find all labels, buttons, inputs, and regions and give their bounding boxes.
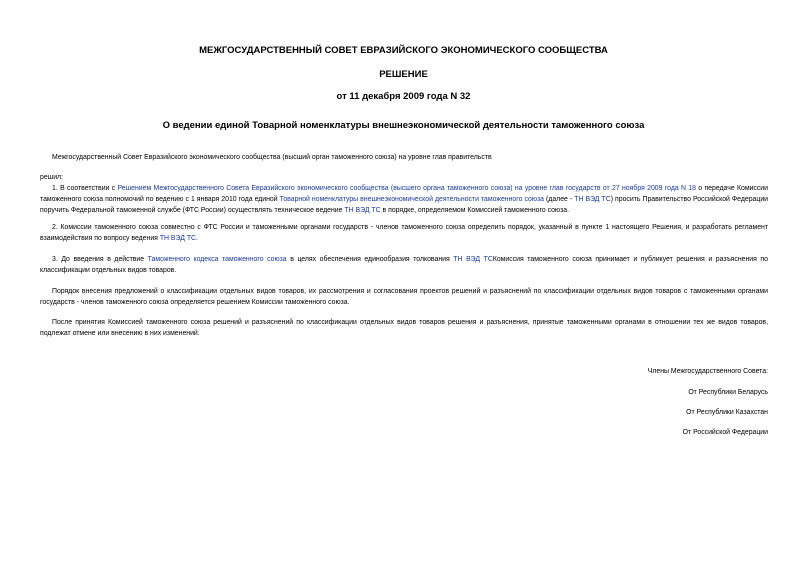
signature-kazakhstan: От Республики Казахстан [686, 409, 768, 416]
p1-text-1: 1. В соответствии с [52, 185, 118, 192]
p3-text-3: Комиссия таможенного союза принимает и публикует решения и разъяснения по классификации отдельных видов товаров. [40, 256, 768, 274]
link-tn-ved-ts-1[interactable]: ТН ВЭД ТС [574, 196, 611, 203]
p1-text-2: о передаче Комиссии таможенного союза полномочий по ведению с 1 января 2010 года единой [40, 185, 768, 203]
link-tn-ved-full[interactable]: Товарной номенклатуры внешнеэкономической деятельности таможенного союза [279, 196, 544, 203]
p5-text: После принятия Комиссией таможенного союза решений и разъяснений по классификации отдельных видов товаров решения и разъяснения, принятые таможенными органами в отношении тех же видов товаров, подлежат отмене или внесению в них изменений. [40, 319, 768, 337]
p1-text-3: (далее - [544, 196, 575, 203]
paragraph-4 [40, 286, 768, 308]
document-date-number: от 11 декабря 2009 года N 32 [336, 91, 471, 102]
organization-heading: МЕЖГОСУДАРСТВЕННЫЙ СОВЕТ ЕВРАЗИЙСКОГО ЭКОНОМИЧЕСКОГО СООБЩЕСТВА [199, 45, 608, 56]
p2-text-2: . [196, 235, 198, 242]
preamble-text: Межгосударственный Совет Евразийского экономического сообщества (высший орган таможенного союза) на уровне глав правительств [52, 154, 492, 161]
paragraph-1 [40, 183, 768, 216]
document-type: РЕШЕНИЕ [379, 69, 428, 80]
preamble [40, 152, 768, 163]
link-customs-code[interactable]: Таможенного кодекса таможенного союза [147, 256, 287, 263]
p4-text: Порядок внесения предложений о классификации отдельных видов товаров, их рассмотрения и согласования проектов решений и разъяснений по классификации отдельных видов товаров с таможенными органами государств - членов таможенного союза определяется решением Комиссии таможенного союза. [40, 288, 768, 306]
p2-text-1: 2. Комиссии таможенного союза совместно с ФТС России и таможенными органами государств - членов таможенного союза определить порядок, указанный в пункте 1 настоящего Решения, и разработать регламент взаимодействия по вопросу ведения [40, 224, 768, 242]
link-tn-ved-ts-4[interactable]: ТН ВЭД ТС [453, 256, 493, 263]
decided-label [40, 172, 768, 183]
signature-belarus: От Республики Беларусь [688, 389, 768, 396]
p1-text-4: ) просить Правительство Российской Федерации поручить Федеральной таможенной службе (ФТС России) осуществлять техническое ведение [40, 196, 769, 214]
p3-text-2: в целях обеспечения единообразия толкования [286, 256, 454, 263]
link-tn-ved-ts-3[interactable]: ТН ВЭД ТС [159, 235, 196, 242]
paragraph-5 [40, 317, 768, 339]
signatures-heading: Члены Межгосударственного Совета: [647, 368, 768, 375]
paragraph-3 [40, 254, 768, 276]
p3-text-1: 3. До введения в действие [52, 256, 148, 263]
link-tn-ved-ts-2[interactable]: ТН ВЭД ТС [344, 207, 381, 214]
p1-text-5: в порядке, определяемом Комиссией таможенного союза. [380, 207, 570, 214]
decided-text: решил: [40, 174, 63, 181]
document-title: О ведении единой Товарной номенклатуры внешнеэкономической деятельности таможенного союза [162, 120, 645, 131]
paragraph-2 [40, 222, 768, 244]
link-decision-18[interactable]: Решением Межгосударственного Совета Евразийского экономического сообщества (высшего органа таможенного союза) на уровне глав государств от 27 ноября 2009 года N 18 [117, 185, 696, 192]
signature-russia: От Российской Федерации [682, 429, 768, 436]
